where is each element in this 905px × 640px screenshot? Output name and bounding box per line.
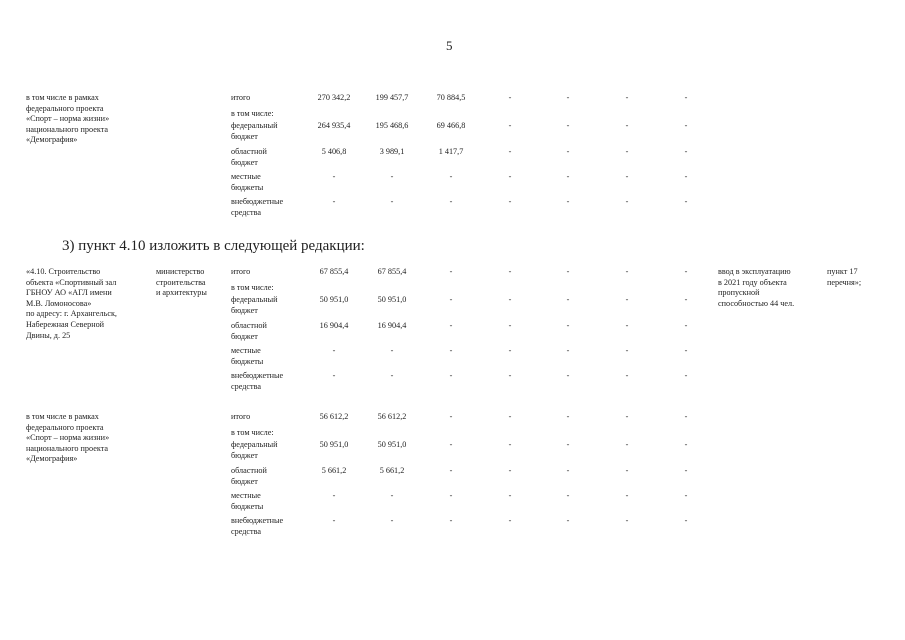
empty-cell: - <box>684 295 688 304</box>
empty-cell: - <box>508 346 512 355</box>
amount-cell: 56 612,2 <box>377 412 407 421</box>
empty-cell: - <box>625 346 629 355</box>
amount-cell: 56 612,2 <box>319 412 349 421</box>
amount-cell: 70 884,5 <box>436 93 466 102</box>
block2-result: способностью 44 чел. <box>718 298 795 308</box>
amount-cell: 16 904,4 <box>377 321 407 330</box>
block1-label: «Демография» <box>26 135 78 145</box>
amount-cell: - <box>390 491 394 500</box>
empty-cell: - <box>566 197 570 206</box>
funding-source: в том числе: <box>231 428 274 437</box>
empty-cell: - <box>625 491 629 500</box>
block1-label: национального проекта <box>26 124 109 134</box>
empty-cell: - <box>566 371 570 380</box>
amount-cell: - <box>449 491 453 500</box>
empty-cell: - <box>684 321 688 330</box>
funding-source: внебюджетные <box>231 197 284 206</box>
empty-cell: - <box>684 346 688 355</box>
amount-cell: 5 661,2 <box>321 466 347 475</box>
funding-source: местные <box>231 172 261 181</box>
funding-source: бюджет <box>231 157 258 167</box>
funding-source: внебюджетные <box>231 516 284 525</box>
empty-cell: - <box>684 93 688 102</box>
amount-cell: - <box>332 197 336 206</box>
funding-source: федеральный <box>231 121 278 130</box>
amount-cell: - <box>390 172 394 181</box>
funding-source: бюджет <box>231 476 258 486</box>
empty-cell: - <box>684 491 688 500</box>
empty-cell: - <box>684 371 688 380</box>
amount-cell: 5 661,2 <box>379 466 405 475</box>
empty-cell: - <box>566 321 570 330</box>
funding-source: бюджет <box>231 305 258 315</box>
funding-source: областной <box>231 466 267 475</box>
amount-cell: 270 342,2 <box>317 93 351 102</box>
empty-cell: - <box>625 172 629 181</box>
empty-cell: - <box>566 516 570 525</box>
empty-cell: - <box>566 440 570 449</box>
block2-executor: и архитектуры <box>156 288 207 298</box>
amount-cell: - <box>449 440 453 449</box>
section-heading: 3) пункт 4.10 изложить в следующей редакции: <box>62 238 365 254</box>
block2-executor: министерство <box>156 267 205 276</box>
funding-source: итого <box>231 412 251 421</box>
empty-cell: - <box>625 440 629 449</box>
empty-cell: - <box>566 93 570 102</box>
empty-cell: - <box>566 466 570 475</box>
amount-cell: - <box>332 371 336 380</box>
block2-reference: пункт 17 <box>827 267 858 276</box>
block2-label: «4.10. Строительство <box>26 267 101 276</box>
empty-cell: - <box>684 121 688 130</box>
block2-result: в 2021 году объекта <box>718 277 787 287</box>
amount-cell: - <box>449 412 453 421</box>
funding-source: бюджет <box>231 450 258 460</box>
empty-cell: - <box>625 147 629 156</box>
empty-cell: - <box>684 466 688 475</box>
amount-cell: - <box>390 516 394 525</box>
page-number: 5 <box>446 38 453 53</box>
empty-cell: - <box>508 267 512 276</box>
empty-cell: - <box>508 295 512 304</box>
amount-cell: 69 466,8 <box>436 121 466 130</box>
block1-label: федерального проекта <box>26 103 104 113</box>
funding-source: бюджет <box>231 131 258 141</box>
funding-source: федеральный <box>231 440 278 449</box>
empty-cell: - <box>625 295 629 304</box>
amount-cell: 1 417,7 <box>438 147 464 156</box>
empty-cell: - <box>508 93 512 102</box>
block3-label: «Демография» <box>26 454 78 464</box>
empty-cell: - <box>684 147 688 156</box>
funding-source: средства <box>231 381 262 391</box>
funding-source: в том числе: <box>231 283 274 292</box>
empty-cell: - <box>508 491 512 500</box>
funding-source: итого <box>231 93 251 102</box>
empty-cell: - <box>566 121 570 130</box>
funding-source: средства <box>231 526 262 536</box>
funding-source: бюджет <box>231 331 258 341</box>
empty-cell: - <box>508 371 512 380</box>
empty-cell: - <box>566 172 570 181</box>
empty-cell: - <box>508 516 512 525</box>
amount-cell: - <box>390 346 394 355</box>
amount-cell: 3 989,1 <box>379 147 405 156</box>
empty-cell: - <box>625 371 629 380</box>
amount-cell: 5 406,8 <box>321 147 347 156</box>
amount-cell: - <box>390 371 394 380</box>
empty-cell: - <box>566 491 570 500</box>
block2-reference: перечня»; <box>827 277 862 287</box>
empty-cell: - <box>508 321 512 330</box>
funding-source: областной <box>231 147 267 156</box>
empty-cell: - <box>625 321 629 330</box>
empty-cell: - <box>508 121 512 130</box>
empty-cell: - <box>684 267 688 276</box>
empty-cell: - <box>625 121 629 130</box>
funding-source: бюджеты <box>231 356 264 366</box>
empty-cell: - <box>566 346 570 355</box>
empty-cell: - <box>625 267 629 276</box>
amount-cell: 67 855,4 <box>377 267 407 276</box>
empty-cell: - <box>625 516 629 525</box>
funding-source: областной <box>231 321 267 330</box>
block2-label: по адресу: г. Архангельск, <box>26 309 117 319</box>
empty-cell: - <box>684 440 688 449</box>
amount-cell: 67 855,4 <box>319 267 349 276</box>
block2-result: ввод в эксплуатацию <box>718 267 791 276</box>
amount-cell: - <box>332 491 336 500</box>
block2-executor: строительства <box>156 277 206 287</box>
funding-source: местные <box>231 491 261 500</box>
funding-source: средства <box>231 207 262 217</box>
amount-cell: - <box>449 172 453 181</box>
amount-cell: 50 951,0 <box>319 295 349 304</box>
empty-cell: - <box>508 147 512 156</box>
amount-cell: - <box>449 321 453 330</box>
block2-label: ГБНОУ АО «АГЛ имени <box>26 288 112 298</box>
empty-cell: - <box>566 267 570 276</box>
funding-source: внебюджетные <box>231 371 284 380</box>
amount-cell: - <box>449 466 453 475</box>
funding-source: в том числе: <box>231 109 274 118</box>
block1-label: «Спорт – норма жизни» <box>26 114 110 124</box>
amount-cell: 264 935,4 <box>317 121 351 130</box>
empty-cell: - <box>508 172 512 181</box>
empty-cell: - <box>508 466 512 475</box>
empty-cell: - <box>684 197 688 206</box>
block2-label: М.В. Ломоносова» <box>26 298 92 308</box>
amount-cell: 50 951,0 <box>319 440 349 449</box>
empty-cell: - <box>625 412 629 421</box>
block2-label: объекта «Спортивный зал <box>26 277 117 287</box>
amount-cell: - <box>332 516 336 525</box>
empty-cell: - <box>684 516 688 525</box>
amount-cell: - <box>390 197 394 206</box>
amount-cell: 195 468,6 <box>375 121 409 130</box>
empty-cell: - <box>625 466 629 475</box>
funding-source: бюджеты <box>231 182 264 192</box>
empty-cell: - <box>684 172 688 181</box>
funding-source: бюджеты <box>231 501 264 511</box>
amount-cell: - <box>449 197 453 206</box>
empty-cell: - <box>684 412 688 421</box>
funding-source: итого <box>231 267 251 276</box>
empty-cell: - <box>508 440 512 449</box>
funding-source: федеральный <box>231 295 278 304</box>
amount-cell: - <box>449 346 453 355</box>
empty-cell: - <box>566 147 570 156</box>
block2-label: Двины, д. 25 <box>26 330 71 340</box>
amount-cell: - <box>449 267 453 276</box>
block3-label: «Спорт – норма жизни» <box>26 433 110 443</box>
amount-cell: - <box>332 346 336 355</box>
empty-cell: - <box>508 412 512 421</box>
funding-source: местные <box>231 346 261 355</box>
empty-cell: - <box>625 93 629 102</box>
amount-cell: - <box>449 295 453 304</box>
empty-cell: - <box>508 197 512 206</box>
block2-result: пропускной <box>718 288 760 298</box>
amount-cell: - <box>449 516 453 525</box>
block3-label: федерального проекта <box>26 422 104 432</box>
empty-cell: - <box>566 295 570 304</box>
amount-cell: 199 457,7 <box>375 93 409 102</box>
block1-label: в том числе в рамках <box>26 93 99 102</box>
amount-cell: 50 951,0 <box>377 440 407 449</box>
amount-cell: - <box>332 172 336 181</box>
amount-cell: 16 904,4 <box>319 321 349 330</box>
empty-cell: - <box>625 197 629 206</box>
block2-label: Набережная Северной <box>26 320 105 329</box>
empty-cell: - <box>566 412 570 421</box>
amount-cell: - <box>449 371 453 380</box>
amount-cell: 50 951,0 <box>377 295 407 304</box>
block3-label: в том числе в рамках <box>26 412 99 421</box>
block3-label: национального проекта <box>26 443 109 453</box>
